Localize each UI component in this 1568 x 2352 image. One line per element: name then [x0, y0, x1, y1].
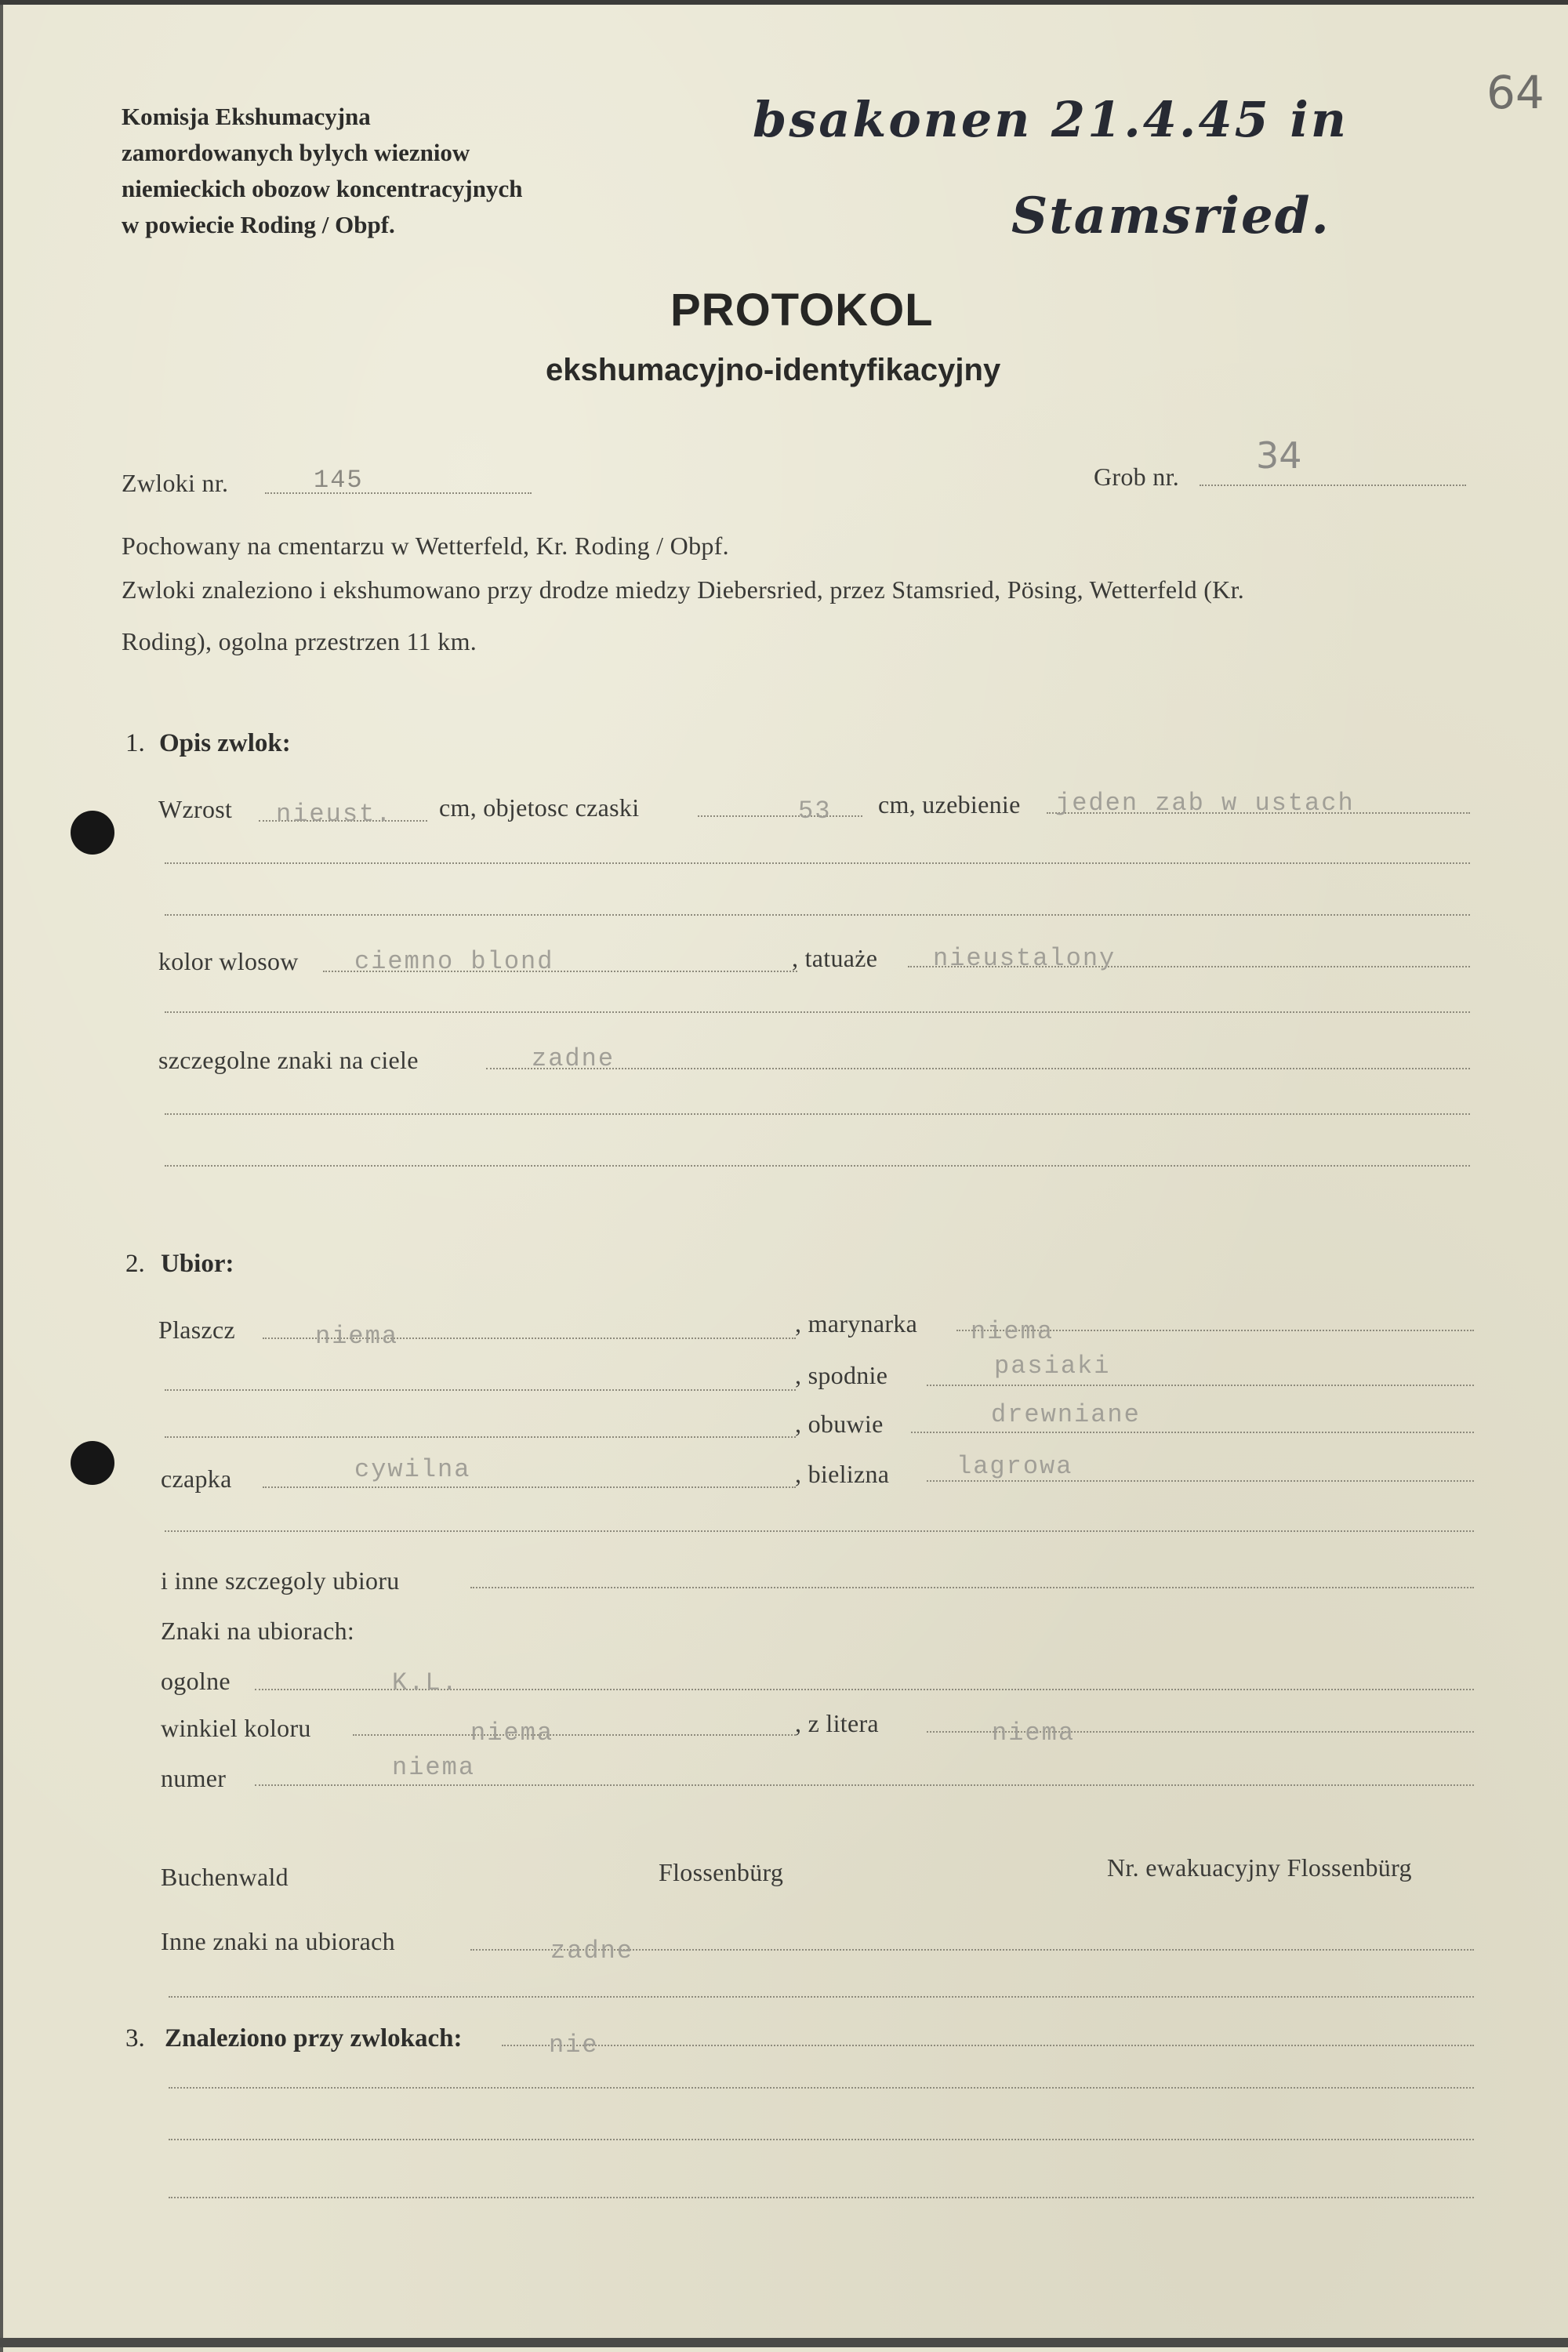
coat-label: Plaszcz [158, 1316, 236, 1344]
camp-flossenburg: Flossenbürg [659, 1858, 784, 1886]
page-number: 64 [1486, 66, 1544, 119]
other-details-label: i inne szczegoly ubioru [161, 1566, 400, 1595]
other-clothing-marks-label: Inne znaki na ubiorach [161, 1927, 395, 1955]
camp-buchenwald: Buchenwald [161, 1863, 289, 1891]
trousers-blank-line [165, 1389, 796, 1391]
letter-label: , z litera [795, 1709, 879, 1737]
shoes-value: drewniane [991, 1400, 1141, 1429]
body-number-label: Zwloki nr. [122, 469, 229, 497]
tattoo-value: nieustalony [933, 944, 1116, 973]
found-items-value: nie [549, 2031, 599, 2060]
section-3-blank-line-3 [169, 2197, 1474, 2198]
section-2-blank-line-2 [169, 1996, 1474, 1998]
section-1-number: 1. [125, 729, 145, 757]
jacket-value: niema [971, 1317, 1054, 1346]
tattoo-label: , tatuaże [792, 944, 878, 972]
underwear-label: , bielizna [795, 1460, 890, 1488]
hair-color-label: kolor wlosow [158, 947, 299, 975]
punch-hole-top [71, 811, 114, 855]
body-number-value: 145 [314, 466, 364, 495]
number-value: niema [392, 1753, 476, 1782]
commission-line-3: niemieckich obozow koncentracyjnych [122, 175, 523, 202]
jacket-label: , marynarka [795, 1309, 918, 1338]
letter-value: niema [992, 1719, 1076, 1748]
shoes-label: , obuwie [795, 1410, 884, 1438]
hair-color-value: ciemno blond [354, 947, 554, 976]
found-location-line-cont: Roding), ogolna przestrzen 11 km. [122, 627, 477, 655]
grave-number-line [1200, 485, 1466, 486]
general-marks-value: K.L. [392, 1668, 459, 1697]
height-label: Wzrost [158, 795, 233, 823]
other-clothing-marks-value: zadne [550, 1936, 634, 1965]
section-2-number: 2. [125, 1250, 145, 1278]
page-edge-bottom [0, 2338, 1568, 2347]
section-1-heading: Opis zwlok: [159, 729, 291, 757]
commission-line-4: w powiecie Roding / Obpf. [122, 211, 395, 238]
skull-line [698, 815, 862, 817]
teeth-value: jeden zab w ustach [1055, 789, 1355, 818]
underwear-value: lagrowa [956, 1452, 1073, 1481]
section-1-blank-line-5 [165, 1165, 1470, 1167]
grave-number-value: 34 [1256, 434, 1302, 477]
handwritten-date: bsakonen 21.4.45 in [753, 91, 1349, 148]
teeth-label: cm, uzebienie [878, 790, 1021, 818]
section-1-blank-line-3 [165, 1011, 1470, 1013]
handwritten-place: Stamsried. [1011, 187, 1330, 245]
triangle-color-label: winkiel koloru [161, 1714, 311, 1742]
section-3-heading: Znaleziono przy zwlokach: [165, 2024, 463, 2053]
shoes-line [911, 1432, 1474, 1433]
section-3-blank-line-2 [169, 2139, 1474, 2140]
number-line [255, 1784, 1474, 1786]
trousers-line [927, 1385, 1474, 1386]
burial-place-line: Pochowany na cmentarzu w Wetterfeld, Kr. Roding / Obpf. [122, 532, 729, 560]
found-items-line [502, 2045, 1474, 2046]
section-2-blank-line-1 [165, 1530, 1474, 1532]
body-number-line [265, 492, 532, 494]
section-1-blank-line-1 [165, 862, 1470, 864]
commission-header [122, 99, 522, 243]
body-marks-label: szczegolne znaki na ciele [158, 1046, 419, 1074]
evacuation-number-label: Nr. ewakuacyjny Flossenbürg [1107, 1853, 1412, 1882]
skull-value: 53 [798, 797, 832, 826]
triangle-color-line [353, 1734, 796, 1736]
general-marks-label: ogolne [161, 1667, 230, 1695]
cap-value: cywilna [354, 1455, 471, 1484]
clothing-marks-heading: Znaki na ubiorach: [161, 1617, 355, 1645]
section-3-blank-line-1 [169, 2087, 1474, 2089]
trousers-value: pasiaki [994, 1352, 1111, 1381]
page-title: PROTOKOL [670, 285, 934, 336]
height-unit-label: cm, objetosc czaski [439, 793, 640, 822]
body-marks-value: zadne [532, 1044, 615, 1073]
coat-value: niema [315, 1322, 399, 1351]
page-subtitle: ekshumacyjno-identyfikacyjny [546, 353, 1001, 387]
height-value: nieust. [276, 800, 393, 829]
section-1-blank-line-4 [165, 1113, 1470, 1115]
section-3-number: 3. [125, 2024, 145, 2053]
cap-label: czapka [161, 1465, 232, 1493]
page-edge-left [0, 5, 3, 2352]
cap-line [263, 1486, 796, 1488]
other-details-line [470, 1587, 1474, 1588]
section-1-blank-line-2 [165, 914, 1470, 916]
body-marks-line [486, 1068, 1470, 1069]
commission-line-2: zamordowanych bylych wiezniow [122, 139, 470, 166]
section-2-heading: Ubior: [161, 1250, 234, 1278]
commission-line-1: Komisja Ekshumacyjna [122, 103, 371, 130]
found-location-line: Zwloki znaleziono i ekshumowano przy drodze miedzy Diebersried, przez Stamsried, Pösing, Wetterfeld (Kr. [122, 575, 1245, 604]
grave-number-label: Grob nr. [1094, 463, 1180, 491]
number-label: numer [161, 1764, 227, 1792]
shoes-blank-line [165, 1436, 796, 1438]
trousers-label: , spodnie [795, 1361, 888, 1389]
punch-hole-bottom [71, 1441, 114, 1485]
triangle-color-value: niema [470, 1719, 554, 1748]
